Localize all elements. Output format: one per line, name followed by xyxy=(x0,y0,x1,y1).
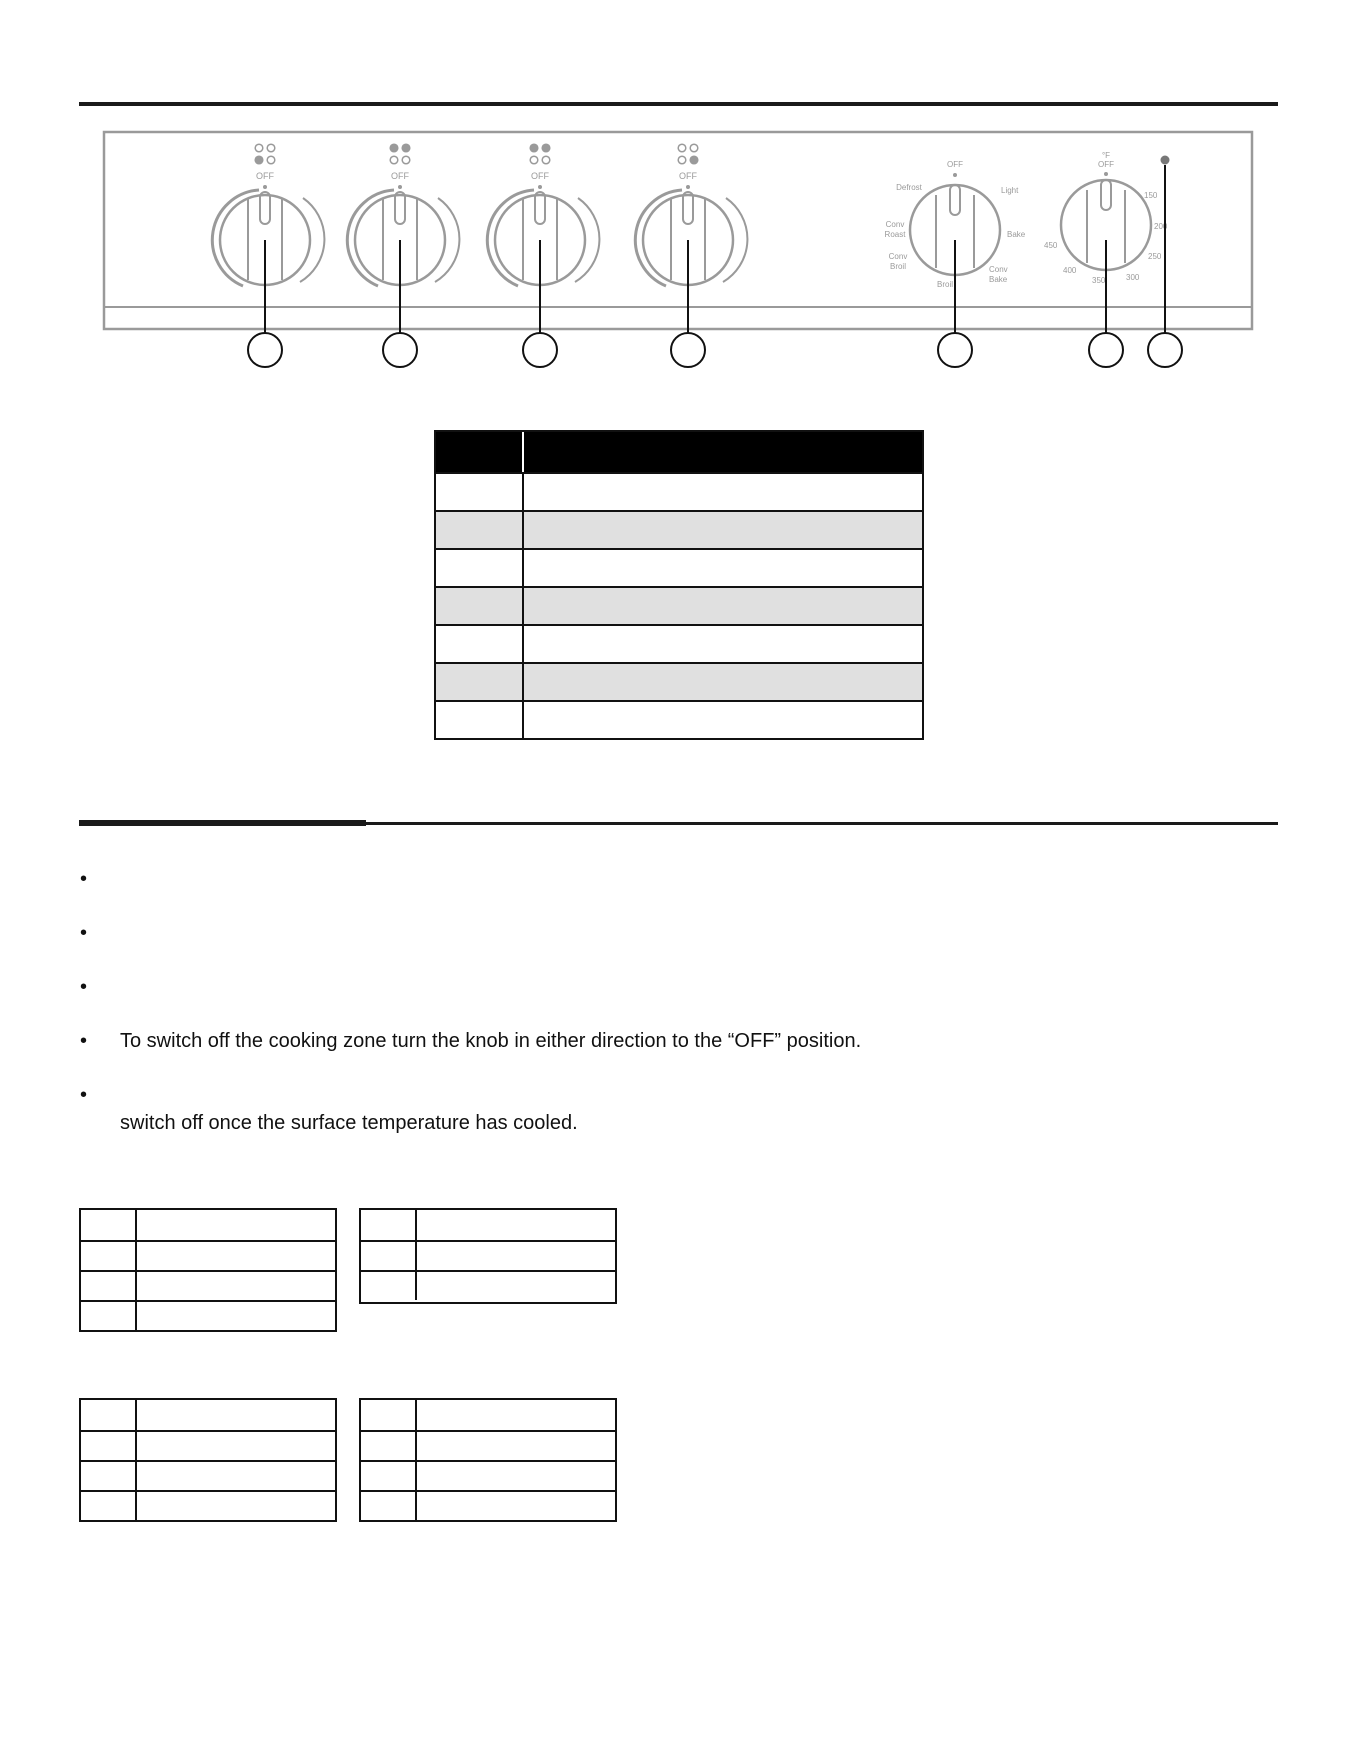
off-label: OFF xyxy=(679,171,697,181)
callout-circle xyxy=(1089,333,1123,367)
function-label: Broil xyxy=(889,262,907,271)
function-label: Conv xyxy=(885,220,905,229)
table-row xyxy=(81,1270,335,1300)
burner-indicator-dot-icon xyxy=(542,156,550,164)
legend-row xyxy=(436,510,922,548)
table-row xyxy=(81,1460,335,1490)
burner-indicator-dot-icon xyxy=(678,144,686,152)
position-mark xyxy=(1104,172,1108,176)
callout-circle xyxy=(671,333,705,367)
legend-header xyxy=(436,432,922,472)
heat-level-table xyxy=(79,1208,337,1332)
temperature-label: 450 xyxy=(1044,241,1058,250)
knob-arc xyxy=(575,198,599,282)
table-row xyxy=(81,1210,335,1240)
burner-indicator-dot-icon xyxy=(255,144,263,152)
callout-circle xyxy=(248,333,282,367)
knob-pointer xyxy=(950,185,960,215)
bullet-dot: • xyxy=(80,1084,88,1106)
function-label: Bake xyxy=(989,275,1008,284)
burner-indicator-dot-icon xyxy=(678,156,686,164)
off-label: OFF xyxy=(391,171,409,181)
function-label: Defrost xyxy=(896,183,922,192)
table-row xyxy=(81,1400,335,1430)
heat-level-table xyxy=(359,1398,617,1522)
indicator-light-icon xyxy=(1161,156,1170,165)
table-row xyxy=(361,1270,615,1300)
table-row xyxy=(81,1490,335,1520)
function-label: Conv xyxy=(989,265,1008,274)
callout-circle xyxy=(938,333,972,367)
control-panel-diagram xyxy=(0,120,1361,390)
burner-indicator-dot-icon xyxy=(402,144,410,152)
bullet-dot: • xyxy=(80,868,88,890)
burner-indicator-dot-icon xyxy=(690,144,698,152)
table-row xyxy=(361,1210,615,1240)
burner-indicator-dot-icon xyxy=(530,156,538,164)
section-rule-accent xyxy=(79,820,366,826)
burner-indicator-dot-icon xyxy=(267,144,275,152)
temperature-label: 250 xyxy=(1148,252,1162,261)
position-mark xyxy=(686,185,690,189)
table-row xyxy=(361,1400,615,1430)
knob-arc xyxy=(300,198,324,282)
position-mark xyxy=(953,173,957,177)
off-label: OFF xyxy=(256,171,274,181)
table-row xyxy=(81,1300,335,1330)
function-label: Bake xyxy=(1007,230,1026,239)
burner-indicator-dot-icon xyxy=(267,156,275,164)
table-row xyxy=(361,1490,615,1520)
unit-label: °F xyxy=(1101,151,1111,160)
heat-level-table xyxy=(79,1398,337,1522)
bullet-dot: • xyxy=(80,922,88,944)
callout-circle xyxy=(523,333,557,367)
knob-pointer xyxy=(683,192,693,224)
function-label: OFF xyxy=(947,160,963,169)
position-mark xyxy=(398,185,402,189)
temperature-label: 150 xyxy=(1144,191,1158,200)
table-row xyxy=(361,1240,615,1270)
heat-level-table xyxy=(359,1208,617,1304)
temperature-label: 400 xyxy=(1063,266,1077,275)
legend-row xyxy=(436,548,922,586)
off-label: OFF xyxy=(1098,160,1114,169)
knob-arc xyxy=(435,198,459,282)
burner-indicator-dot-icon xyxy=(530,144,538,152)
burner-indicator-dot-icon xyxy=(402,156,410,164)
function-label: Light xyxy=(1001,186,1019,195)
callout-circle xyxy=(383,333,417,367)
table-row xyxy=(361,1460,615,1490)
burner-indicator-dot-icon xyxy=(390,144,398,152)
legend-row xyxy=(436,472,922,510)
position-mark xyxy=(263,185,267,189)
bullet-dot: • xyxy=(80,1030,88,1052)
legend-row xyxy=(436,662,922,700)
function-label: Broil xyxy=(937,280,954,289)
table-row xyxy=(361,1430,615,1460)
knob-arc xyxy=(723,198,747,282)
table-row xyxy=(81,1430,335,1460)
table-row xyxy=(81,1240,335,1270)
off-label: OFF xyxy=(531,171,549,181)
legend-table xyxy=(434,430,924,740)
burner-indicator-dot-icon xyxy=(390,156,398,164)
knob-pointer xyxy=(1101,180,1111,210)
knob-pointer xyxy=(535,192,545,224)
knob-pointer xyxy=(260,192,270,224)
legend-row xyxy=(436,586,922,624)
burner-indicator-dot-icon xyxy=(542,144,550,152)
bullet-text: To switch off the cooking zone turn the knob in either direction to the “OFF” position. xyxy=(120,1030,862,1052)
temperature-label: 350 xyxy=(1092,276,1106,285)
function-label: Conv xyxy=(888,252,908,261)
callout-circle xyxy=(1148,333,1182,367)
knob-pointer xyxy=(395,192,405,224)
burner-indicator-dot-icon xyxy=(255,156,263,164)
top-rule xyxy=(79,102,1278,106)
bullet-continuation: switch off once the surface temperature has cooled. xyxy=(120,1112,578,1134)
burner-indicator-dot-icon xyxy=(690,156,698,164)
temperature-label: 200 xyxy=(1154,222,1168,231)
function-label: Roast xyxy=(884,230,906,239)
bullet-dot: • xyxy=(80,976,88,998)
legend-row xyxy=(436,700,922,738)
position-mark xyxy=(538,185,542,189)
legend-row xyxy=(436,624,922,662)
temperature-label: 300 xyxy=(1126,273,1140,282)
